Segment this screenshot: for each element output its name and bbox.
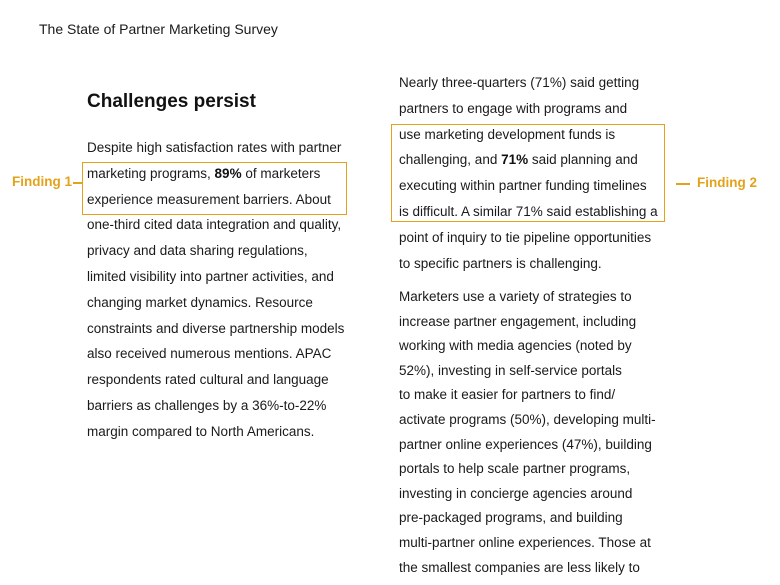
document-title: The State of Partner Marketing Survey <box>39 21 278 37</box>
finding-2-connector <box>676 183 690 185</box>
text-line <box>87 396 326 416</box>
text-segment: privacy and data sharing regulations, <box>87 243 308 259</box>
finding-2-highlight-box <box>391 124 665 222</box>
text-line <box>399 312 636 332</box>
text-line <box>87 267 334 287</box>
finding-1-label: Finding 1 <box>12 174 72 189</box>
text-segment: working with media agencies (noted by <box>399 338 632 354</box>
text-line <box>87 241 308 261</box>
text-line <box>87 344 331 364</box>
text-line <box>87 215 341 235</box>
text-segment: also received numerous mentions. APAC <box>87 346 332 362</box>
text-segment: to specific partners is challenging. <box>399 255 602 271</box>
text-segment: multi-partner online experiences. Those at <box>399 535 651 550</box>
text-line <box>399 336 632 356</box>
text-segment: limited visibility into partner activities, and <box>87 269 334 284</box>
finding-1-connector <box>73 182 82 184</box>
text-line <box>399 385 615 405</box>
text-segment: constraints and diverse partnership models <box>87 320 345 336</box>
emphasis-stat: 89% <box>214 165 242 181</box>
emphasis-stat: 71% <box>501 152 529 168</box>
text-line <box>399 228 651 248</box>
text-segment: the smallest companies are less likely to <box>399 559 640 575</box>
text-line <box>399 533 651 553</box>
text-segment: 52%), investing in self-service portals <box>399 362 622 378</box>
finding-1-highlight-box <box>82 162 347 215</box>
text-line <box>399 287 632 307</box>
text-segment: point of inquiry to tie pipeline opportunities <box>399 229 652 245</box>
text-segment: investing in concierge agencies around <box>399 485 633 501</box>
section-heading: Challenges persist <box>87 91 256 112</box>
text-segment: one-third cited data integration and quality, <box>87 217 342 233</box>
text-segment: experience measurement barriers. About <box>87 191 331 207</box>
text-line <box>87 319 344 339</box>
text-segment: executing within partner funding timelines <box>399 178 647 194</box>
text-segment: Nearly three-quarters (71%) said getting <box>399 75 640 90</box>
text-segment: activate programs (50%), developing multi- <box>399 412 656 427</box>
text-line <box>87 293 313 313</box>
text-segment: portals to help scale partner programs, <box>399 461 631 477</box>
text-line <box>399 254 602 274</box>
text-segment: pre-packaged programs, and building <box>399 510 623 526</box>
text-segment: partner online experiences (47%), building <box>399 436 652 452</box>
text-line <box>399 361 622 381</box>
text-segment: Despite high satisfaction rates with partner <box>87 140 342 155</box>
text-segment: increase partner engagement, including <box>399 313 637 329</box>
text-line <box>399 410 656 430</box>
text-line <box>399 508 623 528</box>
text-segment: partners to engage with programs and <box>399 100 628 116</box>
text-segment: said planning and <box>528 152 638 168</box>
finding-2-label: Finding 2 <box>697 175 757 190</box>
text-line <box>399 484 632 504</box>
text-segment: margin compared to North Americans. <box>87 423 315 439</box>
text-line <box>399 558 640 578</box>
text-line <box>399 73 639 93</box>
text-line <box>87 370 329 390</box>
text-segment: use marketing development funds is <box>399 126 616 142</box>
text-segment: challenging, and <box>399 152 502 168</box>
text-segment: barriers as challenges by a 36%-to-22% <box>87 398 327 413</box>
text-segment: to make it easier for partners to find/ <box>399 387 616 403</box>
text-line <box>87 138 341 158</box>
text-line <box>399 99 627 119</box>
text-line <box>87 422 314 442</box>
text-line <box>399 459 630 479</box>
text-line <box>399 435 652 455</box>
text-segment: changing market dynamics. Resource <box>87 294 313 310</box>
text-segment: respondents rated cultural and language <box>87 372 329 388</box>
text-segment: marketing programs, <box>87 165 215 181</box>
text-segment: is difficult. A similar 71% said establishing a <box>399 204 658 219</box>
text-segment: of marketers <box>241 165 321 181</box>
text-segment: Marketers use a variety of strategies to <box>399 289 632 304</box>
